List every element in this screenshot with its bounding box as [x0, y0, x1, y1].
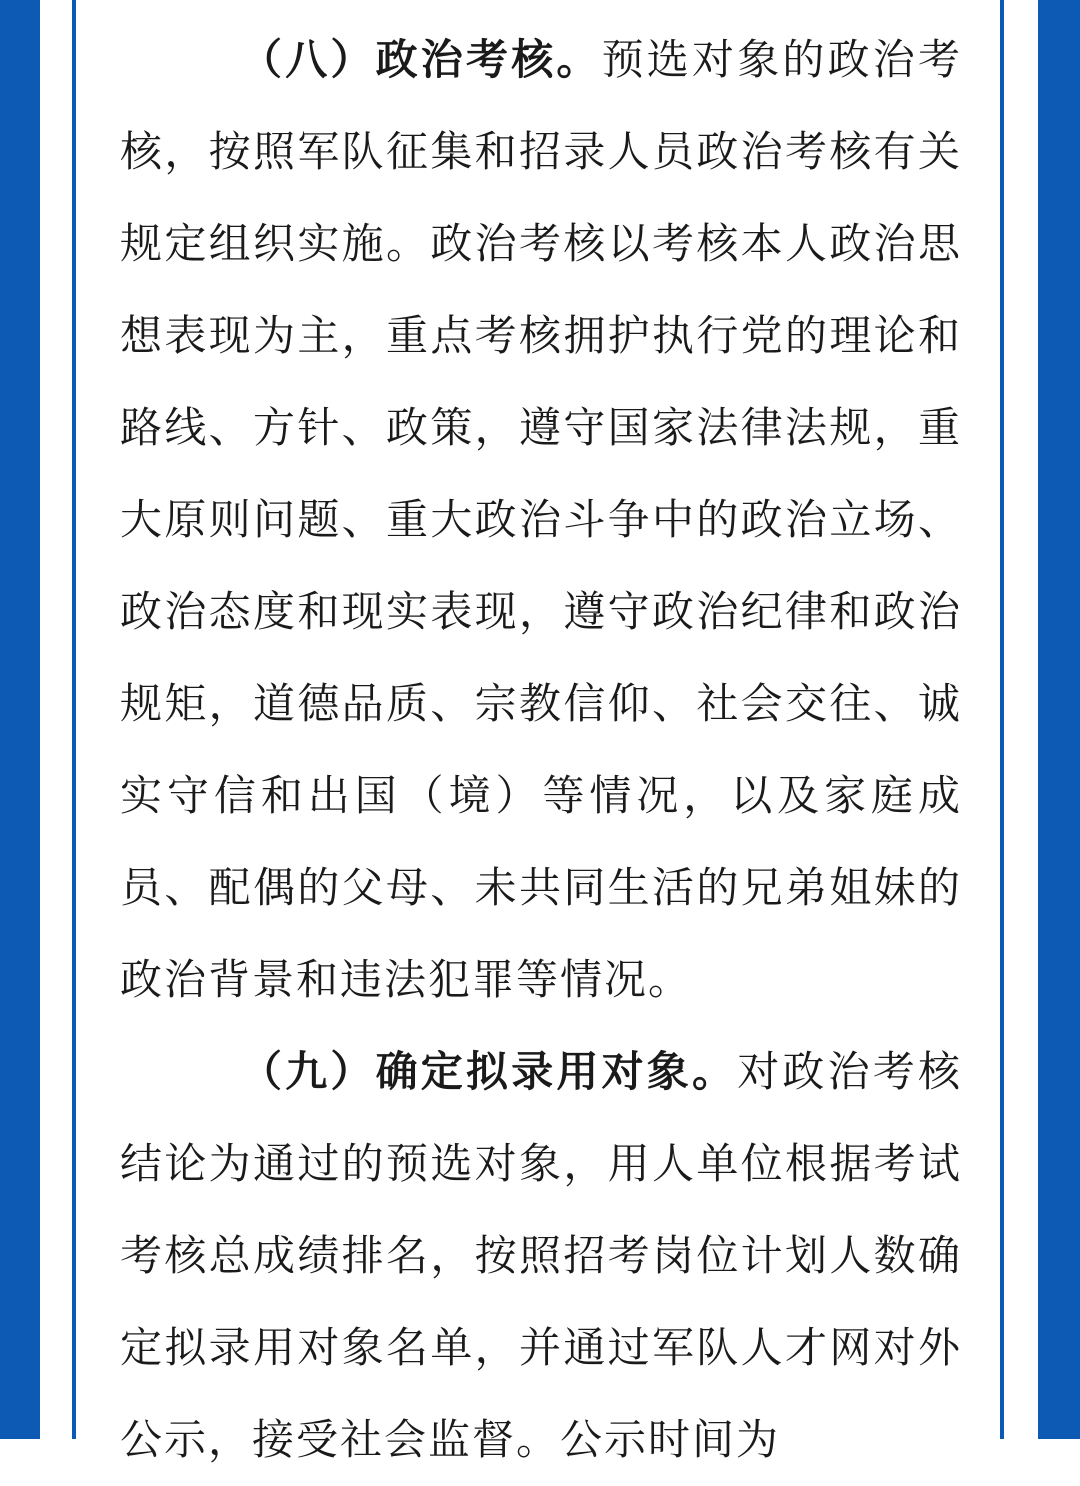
paragraph-political-review — [120, 14, 962, 1026]
section-heading-8: （八）政治考核。 — [240, 35, 602, 84]
section-heading-9: （九）确定拟录用对象。 — [240, 1047, 738, 1096]
right-blue-border — [1038, 0, 1080, 1439]
document-body — [120, 14, 962, 1486]
paragraph-text-8: 预选对象的政治考核，按照军队征集和招录人员政治考核有关规定组织实施。政治考核以考核本人政治思想表现为主，重点考核拥护执行党的理论和路线、方针、政策，遵守国家法律法规，重大原则问题、重大政治斗争中的政治立场、政治态度和现实表现，遵守政治纪律和政治规矩，道德品质、宗教信仰、社会交往、诚实守信和出国（境）等情况，以及家庭成员、配偶的父母、未共同生活的兄弟姐妹的政治背景和违法犯罪等情况。 — [120, 35, 962, 1004]
paragraph-text-9: 对政治考核结论为通过的预选对象，用人单位根据考试考核总成绩排名，按照招考岗位计划人数确定拟录用对象名单，并通过军队人才网对外公示，接受社会监督。公示时间为 — [120, 1047, 962, 1464]
left-frame-line — [72, 0, 76, 1439]
paragraph-confirm-hiring — [120, 1026, 962, 1486]
right-frame-line — [1000, 0, 1004, 1439]
left-blue-border — [0, 0, 40, 1439]
